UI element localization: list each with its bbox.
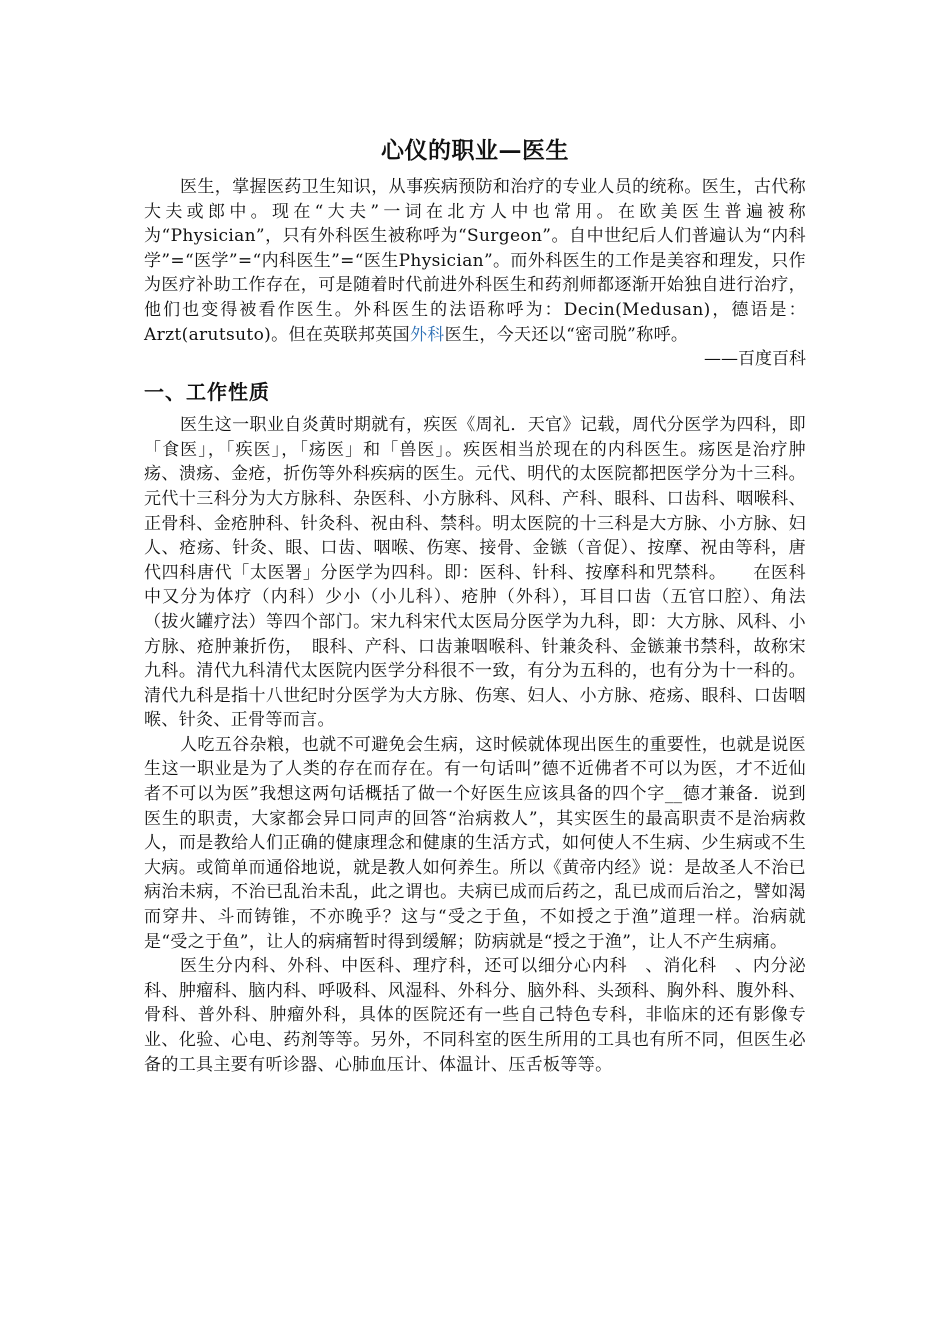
surgery-link[interactable]: 外科 [409, 324, 445, 345]
document-title: 心仪的职业—医生 [381, 137, 569, 164]
section-heading: 一、工作性质 [144, 380, 270, 405]
intro-paragraph [144, 175, 806, 347]
body-paragraph-importance: 人吃五谷杂粮，也就不可避免会生病，这时候就体现出医生的重要性，也就是说医生这一职业是为了人类的存在而存在。有一句话叫”德不近佛者不可以为医，才不近仙者不可以为医”我想这两句话概括了做一个好医生应该具备的四个字__德才兼备．说到医生的职责，大家都会异口同声的回答“治病救人”，其实医生的最高职责不是治病救人，而是教给人们正确的健康理念和健康的生活方式，如何使人不生病、少生病或不生大病。或简单而通俗地说，就是教人如何养生。所以《黄帝内经》说：是故圣人不治已病治未病，不治已乱治未乱，此之谓也。夫病已成而后药之，乱已成而后治之，譬如渴而穿井、斗而铸锥，不亦晚乎？这与“受之于鱼，不如授之于渔”道理一样。治病就是“受之于鱼”，让人的病痛暂时得到缓解；防病就是“授之于渔”，让人不产生病痛。 [144, 734, 806, 952]
intro-text-before-link: 医生，掌握医药卫生知识，从事疾病预防和治疗的专业人员的统称。医生，古代称大夫或郎中。现在“大夫”一词在北方人中也常用。在欧美医生普遍被称为“Physician”，只有外科医生被称呼为“Surgeon”。自中世纪后人们普遍认为“内科学”=“医学”=“内科医生”=“医生Physician”。而外科医生的工作是美容和理发，只作为医疗补助工作存在，可是随着时代前进外科医生和药剂师都逐渐开始独自进行治疗，他们也变得被看作医生。外科医生的法语称呼为：Decin(Medusan)，德语是：Arzt(arutsuto)。但在英联邦英国 [144, 177, 806, 345]
intro-text-after-link: 医生，今天还以“密司脱”称呼。 [444, 324, 689, 345]
document-page [144, 135, 806, 1077]
body-paragraph-departments: 医生分内科、外科、中医科、理疗科，还可以细分心内科 、消化科 、内分泌科、肿瘤科、脑内科、呼吸科、风湿科、外科分、脑外科、头颈科、胸外科、腹外科、骨科、普外科、肿瘤外科，具体的医院还有一些自己特色专科，非临床的还有影像专业、化验、心电、药剂等等。另外，不同科室的医生所用的工具也有所不同，但医生必备的工具主要有听诊器、心肺血压计、体温计、压舌板等等。 [144, 956, 806, 1075]
body-paragraph-history: 医生这一职业自炎黄时期就有，疾医《周礼．天官》记载，周代分医学为四科，即「食医」，「疾医」，「疡医」和「兽医」。疾医相当於现在的内科医生。疡医是治疗肿疡、溃疡、金疮，折伤等外科疾病的医生。元代、明代的太医院都把医学分为十三科。元代十三科分为大方脉科、杂医科、小方脉科、风科、产科、眼科、口齿科、咽喉科、正骨科、金疮肿科、针灸科、祝由科、禁科。明太医院的十三科是大方脉、小方脉、妇人、疮疡、针灸、眼、口齿、咽喉、伤寒、接骨、金镞（音促）、按摩、祝由等科，唐代四科唐代「太医署」分医学为四科。即：医科、针科、按摩科和咒禁科。 在医科中又分为体疗（内科）少小（小儿科）、疮肿（外科），耳目口齿（五官口腔）、角法（拔火罐疗法）等四个部门。宋九科宋代太医局分医学为九科，即：大方脉、风科、小方脉、疮肿兼折伤， 眼科、产科、口齿兼咽喉科、针兼灸科、金镞兼书禁科，故称宋九科。清代九科清代太医院内医学分科很不一致，有分为五科的，也有分为十一科的。清代九科是指十八世纪时分医学为大方脉、伤寒、妇人、小方脉、疮疡、眼科、口齿咽喉、针灸、正骨等而言。 [144, 415, 806, 731]
source-attribution: ——百度百科 [704, 349, 806, 370]
